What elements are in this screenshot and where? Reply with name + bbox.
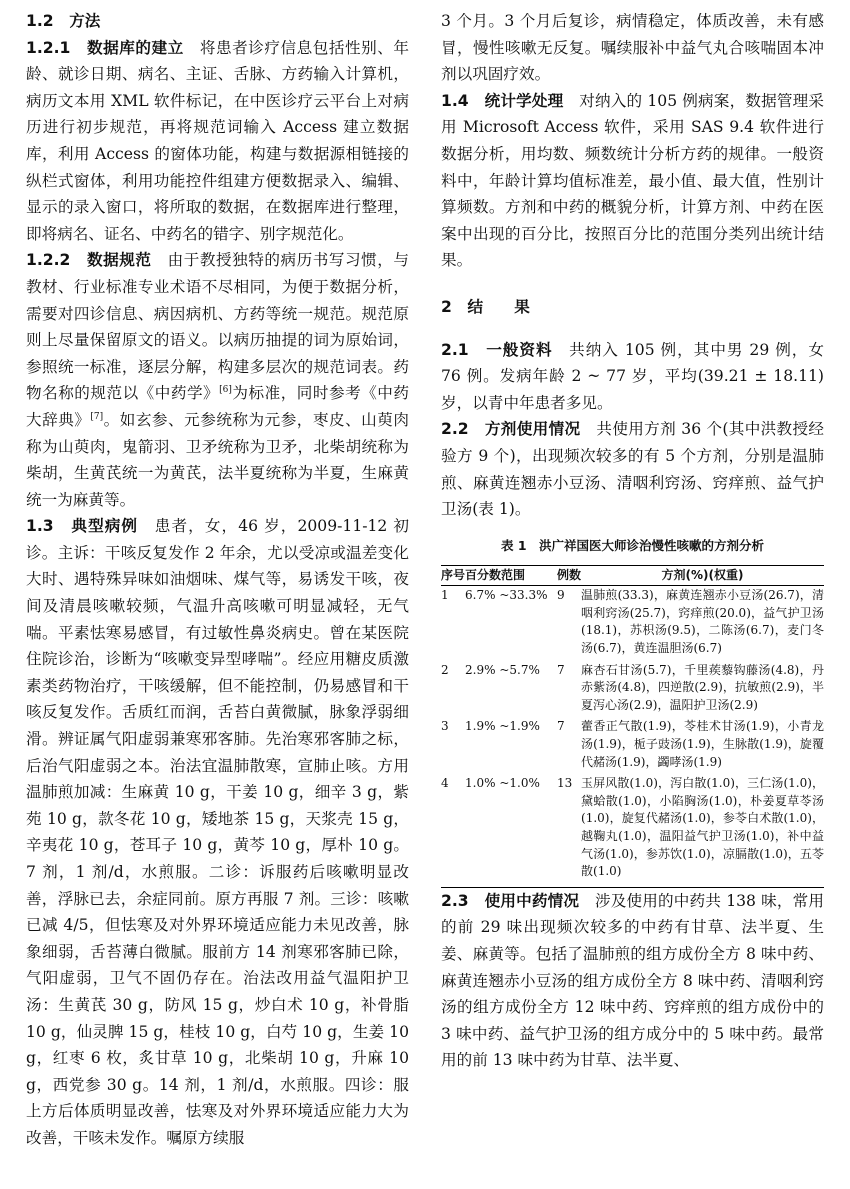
cell-range: 2.9% ~5.7% <box>465 662 540 677</box>
text-1-2-2-a: 由于教授独特的病历书写习惯，与教材、行业标准专业术语不尽相同，为便于数据分析，需要对四诊信息、病因病机、方药等统一规范。规范原则上尽量保留原文的语义。以病历抽提的词为原始词，参照统一标准，逐层分解，构建多层次的规范词表。药物名称的规范以《中药学》 <box>26 251 409 403</box>
text-1-2-2-b: 为标准，同时参考《中药大辞典》 <box>26 384 409 429</box>
text-2-1: 共纳入 105 例，其中男 29 例，女 76 例。发病年龄 2 ~ 77 岁，平均(39.21 ± 18.11)岁，以青中年患者多见。 <box>441 340 824 412</box>
cell-prescriptions: 玉屏风散(1.0)，泻白散(1.0)，三仁汤(1.0)，黛蛤散(1.0)，小陷胸汤(1.0)，朴姜夏草苓汤(1.0)，旋复代赭汤(1.0)，参苓白术散(1.0)，越鞠丸(1.0)，温阳益气护卫汤(1.0)，补中益气汤(1.0)，参苏饮(1.0)，凉膈散(1.0)，五苓散(1.0) <box>581 774 824 887</box>
cell-range: 1.9% ~1.9% <box>465 719 540 734</box>
cell-count: 7 <box>557 662 565 677</box>
paragraph-1-3 <box>26 513 409 1151</box>
table-row <box>441 717 824 774</box>
cell-range: 6.7% ~33.3% <box>465 588 548 603</box>
citation-6: [6] <box>219 385 232 396</box>
subheading-1-2-2: 1.2.2 数据规范 <box>26 251 152 270</box>
subheading-1-2-1: 1.2.1 数据库的建立 <box>26 38 184 57</box>
table-row <box>441 661 824 718</box>
text-2-2: 共使用方剂 36 个(其中洪教授经验方 9 个)，出现频次较多的有 5 个方剂，分别是温肺煎、麻黄连翘赤小豆汤、清咽利窍汤、窍痒煎、益气护卫汤(表 1)。 <box>441 420 825 519</box>
col-header-range: 百分数范围 <box>465 565 557 586</box>
table-title: 表 1 洪广祥国医大师诊治慢性咳嗽的方剂分析 <box>500 537 765 553</box>
table-row <box>441 586 824 661</box>
text-2-3: 涉及使用的中药共 138 味，常用的前 29 味出现频次较多的中药有甘草、法半夏、生姜、麻黄等。包括了温肺煎的组方成份全方 8 味中药、麻黄连翘赤小豆汤的组方成份全方 8 味中药、清咽利窍汤的组方成份全方 12 味中药、窍痒煎的组方成份中的 3 味中药、益气护卫汤的组方成分中的 5 味中药。最常用的前 13 味中药为甘草、法半夏、 <box>441 891 824 1070</box>
table-1 <box>441 537 824 888</box>
col-header-no: 序号 <box>441 565 465 586</box>
paragraph-1-4 <box>441 88 824 274</box>
paragraph-1-2-2 <box>26 247 409 513</box>
cell-count: 13 <box>557 774 581 887</box>
col-header-prescriptions: 方剂(%)(权重) <box>581 565 824 586</box>
left-column <box>26 8 409 1152</box>
paragraph-continued: 3 个月。3 个月后复诊，病情稳定，体质改善，未有感冒，慢性咳嗽无反复。嘱续服补中益气丸合咳喘固本冲剂以巩固疗效。 <box>441 12 824 84</box>
cell-prescriptions: 温肺煎(33.3)，麻黄连翘赤小豆汤(26.7)，清咽利窍汤(25.7)，窍痒煎(20.0)，益气护卫汤(18.1)，苏枳汤(9.5)，二陈汤(6.7)，麦门冬汤(6.7)，黄连温胆汤(6.7) <box>581 588 824 656</box>
col-header-count: 例数 <box>557 565 581 586</box>
section-heading-2: 2 结 果 <box>441 297 530 316</box>
paragraph-2-3 <box>441 888 824 1074</box>
subheading-1-4: 1.4 统计学处理 <box>441 91 564 110</box>
text-1-2-2-c: 。如玄参、元参统称为元参，枣皮、山萸肉称为山萸肉，鬼箭羽、卫矛统称为卫矛，北柴胡统称为柴胡，生黄芪统一为黄芪，法半夏统称为半夏，生麻黄统一为麻黄等。 <box>26 410 409 509</box>
cell-no: 2 <box>441 662 449 677</box>
subheading-2-3: 2.3 使用中药情况 <box>441 891 580 910</box>
table-header-row <box>441 565 824 586</box>
paragraph-2-1 <box>441 337 824 417</box>
citation-7: [7] <box>90 411 104 422</box>
subheading-2-2: 2.2 方剂使用情况 <box>441 420 581 439</box>
cell-no: 1 <box>441 588 449 603</box>
cell-prescriptions: 麻杏石甘汤(5.7)，千里蒺藜钩藤汤(4.8)，丹赤紫汤(4.8)，四逆散(2.9)，抗敏煎(2.9)，半夏泻心汤(2.9)，温阳护卫汤(2.9) <box>581 662 824 712</box>
right-column <box>441 8 824 1074</box>
cell-range: 1.0% ~1.0% <box>465 774 557 887</box>
paragraph-2-2 <box>441 416 824 522</box>
subheading-2-1: 2.1 一般资料 <box>441 340 553 359</box>
text-1-3: 患者，女，46 岁，2009-11-12 初诊。主诉：干咳反复发作 2 年余，尤以受凉或温差变化大时、遇特殊异味如油烟味、煤气等，易诱发干咳，夜间及清晨咳嗽较频，气温升高咳嗽可明显减轻，无气喘。平素怯寒易感冒，有过敏性鼻炎病史。曾在某医院住院诊治，诊断为“咳嗽变异型哮喘”。经应用糖皮质激素类药物治疗，干咳缓解，但不能控制，仍易感冒和干咳反复发作。舌质红而润，舌苔白黄微腻，脉象浮弱细滑。辨证属气阳虚弱兼寒邪客肺。先治寒邪客肺之标，后治气阳虚弱之本。治法宜温肺散寒，宣肺止咳。方用温肺煎加减：生麻黄 10 g，干姜 10 g，细辛 3 g，紫苑 10 g，款冬花 10 g，矮地茶 15 g，天浆壳 15 g，辛夷花 10 g，苍耳子 10 g，黄芩 10 g，厚朴 10 g。7 剂，1 剂/d，水煎服。二诊：诉服药后咳嗽明显改善，浮脉已去，余症同前。原方再服 7 剂。三诊：咳嗽已减 4/5，但怯寒及对外界环境适应能力未见改善，脉象细弱，舌苔薄白微腻。服前方 14 剂寒邪客肺已除，气阳虚弱，卫气不固仍存在。治法改用益气温阳护卫汤：生黄芪 30 g，防风 15 g，炒白术 10 g，补骨脂 10 g，仙灵脾 15 g，桂枝 10 g，白芍 10 g，生姜 10 g，红枣 6 枚，炙甘草 10 g，北柴胡 10 g，升麻 10 g，西党参 30 g。14 剂，1 剂/d，水煎服。四诊：服上方后体质明显改善，怯寒及对外界环境适应能力大为改善，干咳未发作。嘱原方续服 <box>26 517 409 1147</box>
text-1-4: 对纳入的 105 例病案，数据管理采用 Microsoft Access 软件，采用 SAS 9.4 软件进行数据分析，用均数、频数统计分析方药的规律。一般资料中，年龄计算均值标准差，最小值、最大值，性别计算频数。方剂和中药的概貌分析，计算方剂、中药在医案中出现的百分比，按照百分比的范围分类列出统计结果。 <box>441 91 824 270</box>
cell-count: 7 <box>557 719 565 734</box>
table-row <box>441 774 824 887</box>
cell-no: 3 <box>441 719 449 734</box>
cell-prescriptions: 藿香正气散(1.9)，苓桂术甘汤(1.9)，小青龙汤(1.9)，栀子豉汤(1.9)，生脉散(1.9)，旋覆代赭汤(1.9)，蠲哮汤(1.9) <box>581 719 824 769</box>
cell-count: 9 <box>557 588 565 603</box>
paragraph-1-2-1 <box>26 35 409 248</box>
prescription-table <box>441 565 824 888</box>
section-heading-1-2: 1.2 方法 <box>26 12 101 30</box>
text-1-2-1: 将患者诊疗信息包括性别、年龄、就诊日期、病名、主证、舌脉、方药输入计算机，病历文本用 XML 软件标记，在中医诊疗云平台上对病历进行初步规范，再将规范词输入 Access 建立数据库，利用 Access 的窗体功能，构建与数据源相链接的纵栏式窗体，利用功能控件组建方便数据录入、编辑、显示的录入窗口，将所取的数据，在数据库进行整理，即将病名、证名、中药名的错字、别字规范化。 <box>26 38 409 243</box>
cell-no: 4 <box>441 774 465 887</box>
subheading-1-3: 1.3 典型病例 <box>26 517 139 536</box>
